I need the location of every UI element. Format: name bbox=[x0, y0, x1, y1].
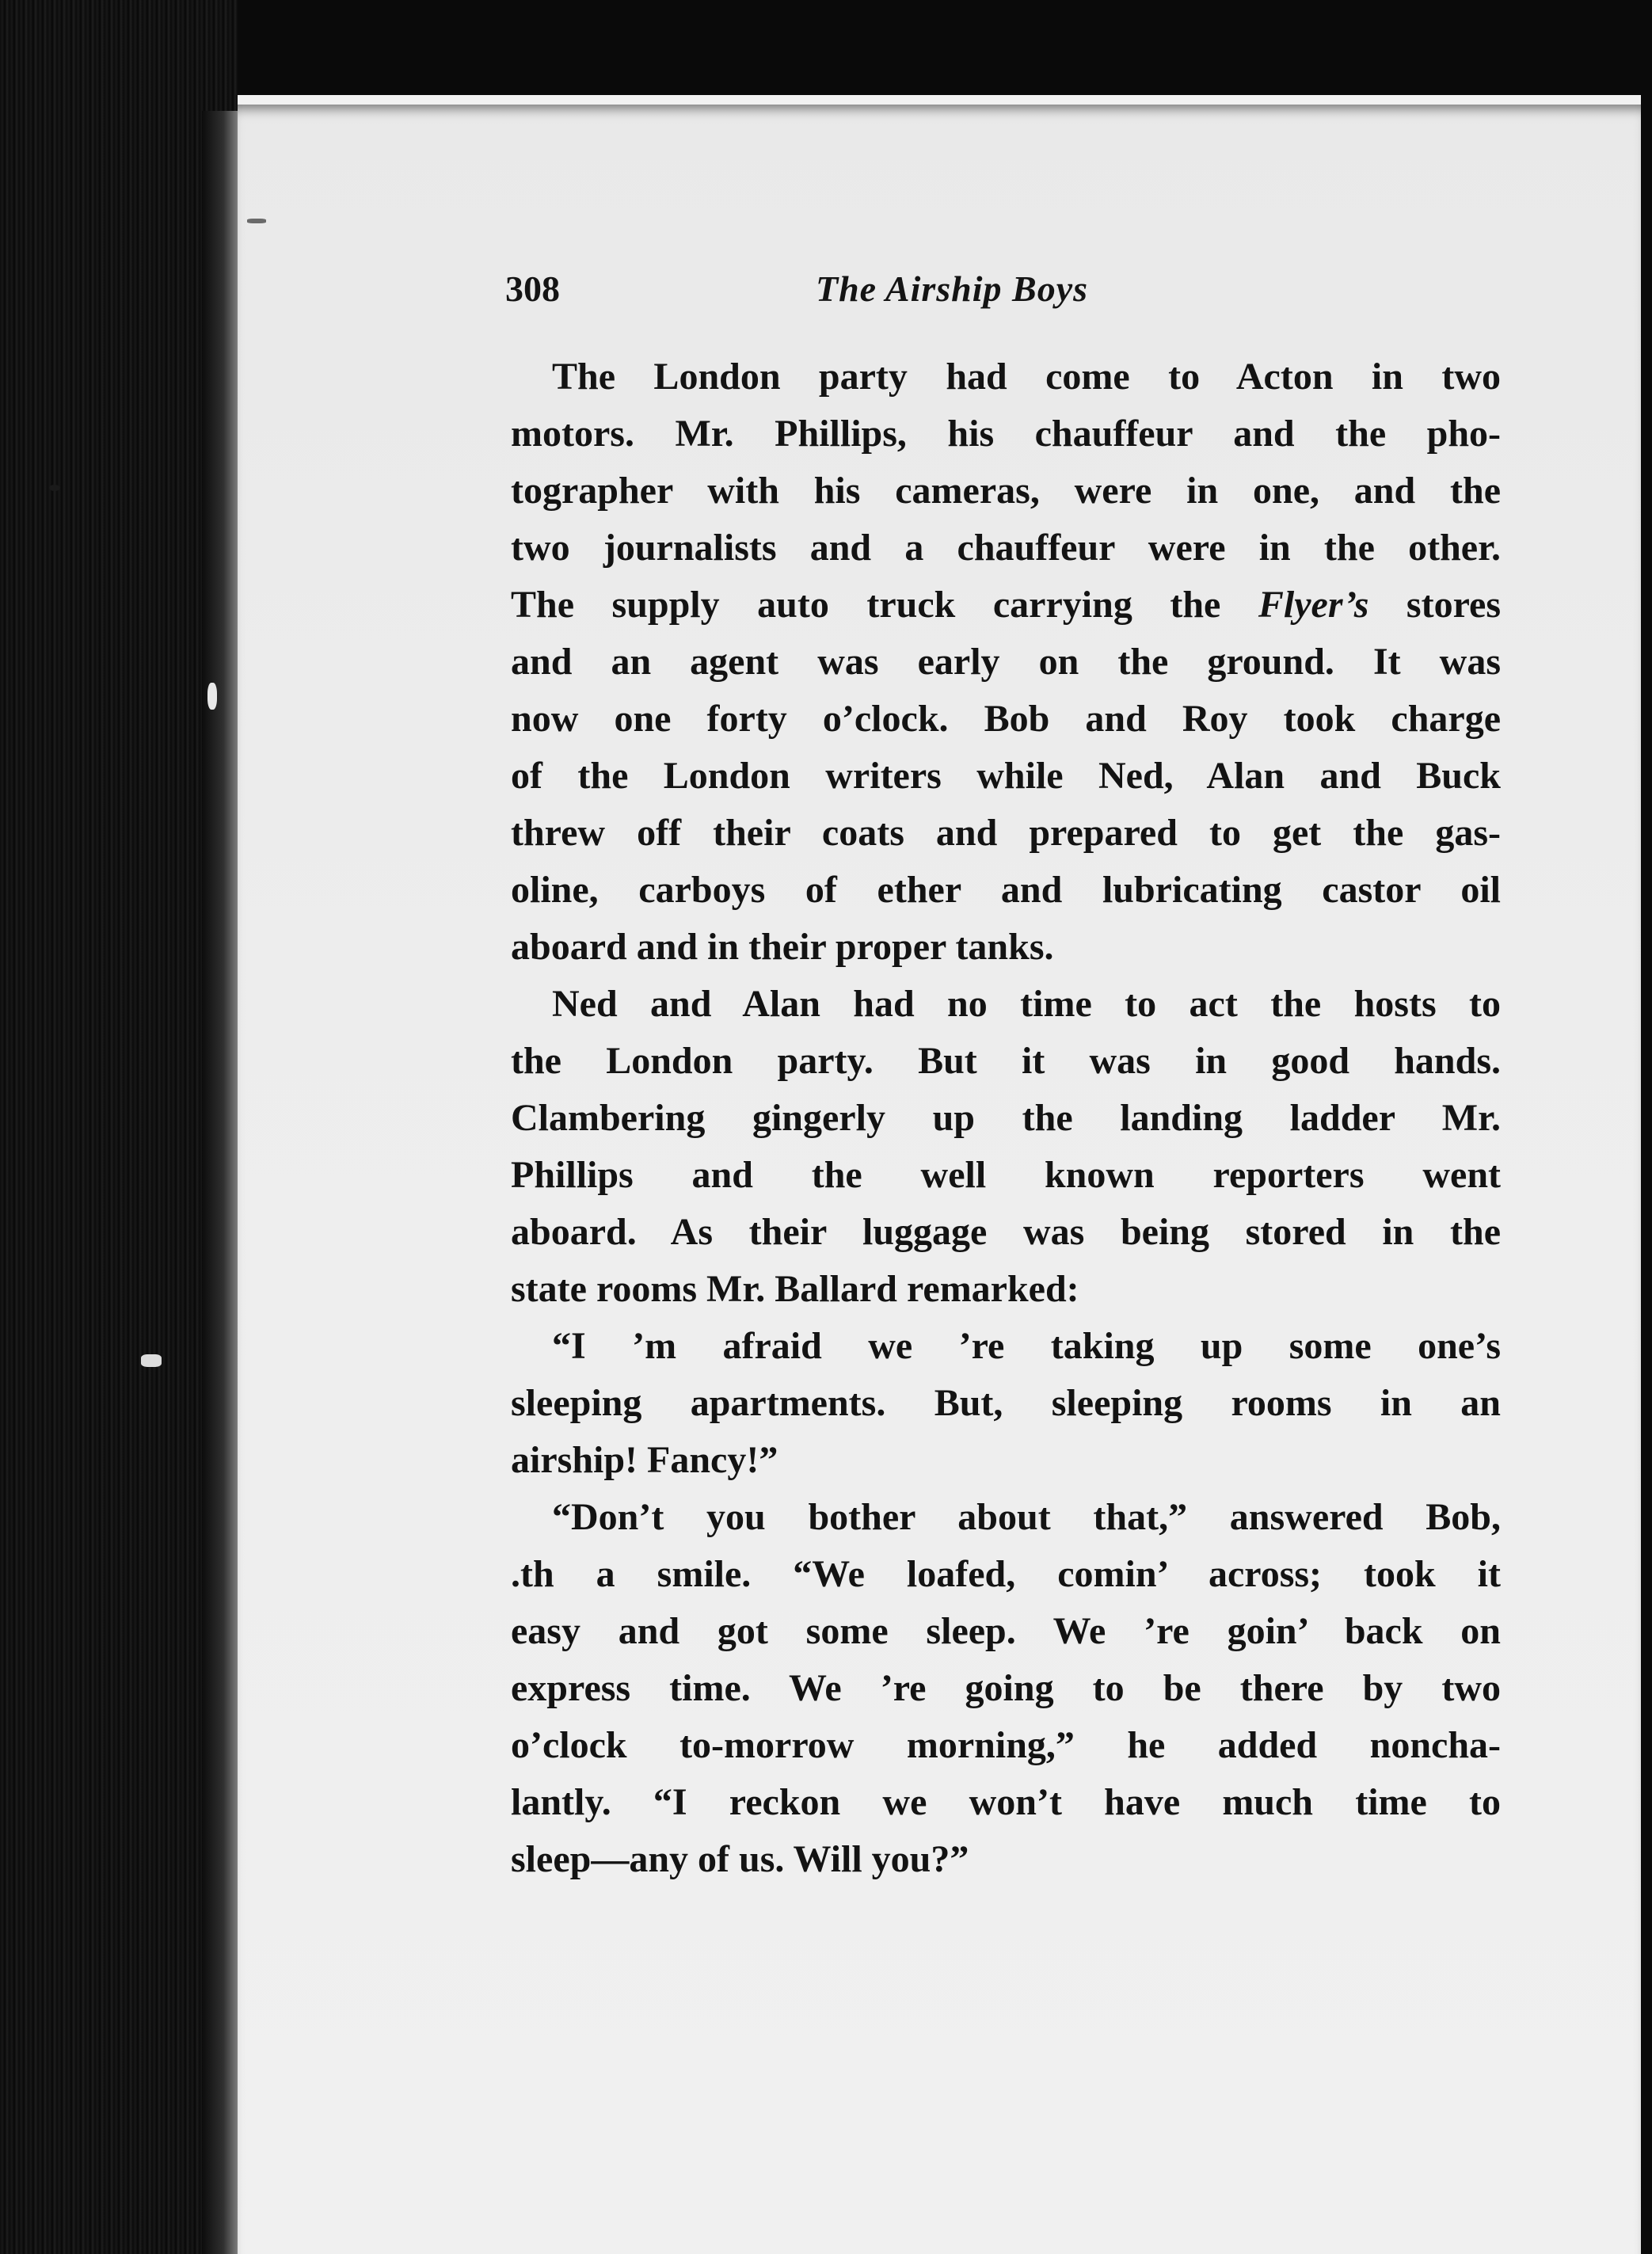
text-line: and an agent was early on the ground. It was bbox=[511, 641, 1501, 683]
text-line: oline, carboys of ether and lubricating castor oil bbox=[511, 869, 1501, 911]
page-header bbox=[505, 268, 1186, 315]
running-title: The Airship Boys bbox=[816, 268, 1089, 309]
body-text bbox=[511, 348, 1501, 1888]
text-line: now one forty o’clock. Bob and Roy took charge bbox=[511, 698, 1501, 740]
text-line: “I ’m afraid we ’re taking up some one’s bbox=[552, 1325, 1501, 1367]
paragraph bbox=[511, 348, 1501, 976]
text-line: lantly. “I reckon we won’t have much time to bbox=[511, 1781, 1501, 1823]
text-line: the London party. But it was in good hands. bbox=[511, 1040, 1501, 1082]
page-number: 308 bbox=[505, 268, 560, 309]
text-line: .th a smile. “We loafed, comin’ across; took it bbox=[511, 1553, 1501, 1595]
scan-border-top bbox=[0, 0, 1652, 95]
text-line: o’clock to-morrow morning,” he added noncha- bbox=[511, 1724, 1501, 1766]
scan-border-right bbox=[1641, 0, 1652, 2254]
scan-speck bbox=[49, 485, 60, 491]
text-line: aboard and in their proper tanks. bbox=[511, 926, 1054, 968]
text-line: of the London writers while Ned, Alan and Buck bbox=[511, 755, 1501, 797]
text-line: express time. We ’re going to be there by two bbox=[511, 1667, 1501, 1709]
paragraph bbox=[511, 1318, 1501, 1489]
text-line: The London party had come to Acton in two bbox=[552, 356, 1501, 398]
paragraph bbox=[511, 1489, 1501, 1888]
text-line: airship! Fancy!” bbox=[511, 1439, 778, 1481]
ship-name: Flyer’s bbox=[1258, 584, 1369, 626]
text-line: Clambering gingerly up the landing ladder Mr. bbox=[511, 1097, 1501, 1139]
text-line: Phillips and the well known reporters went bbox=[511, 1154, 1501, 1196]
text-line: two journalists and a chauffeur were in the other. bbox=[511, 527, 1501, 569]
text-line: threw off their coats and prepared to get the gas- bbox=[511, 812, 1501, 854]
text-line: tographer with his cameras, were in one, and the bbox=[511, 470, 1501, 512]
paragraph bbox=[511, 976, 1501, 1318]
scan-speck bbox=[207, 683, 217, 710]
text-line: easy and got some sleep. We ’re goin’ back on bbox=[511, 1610, 1501, 1652]
text-line: sleep—any of us. Will you?” bbox=[511, 1838, 969, 1880]
scan-speck bbox=[247, 219, 266, 223]
text-line: aboard. As their luggage was being stored in the bbox=[511, 1211, 1501, 1253]
text-line: “Don’t you bother about that,” answered Bob, bbox=[552, 1496, 1501, 1538]
scan-speck bbox=[141, 1354, 162, 1367]
text-line: Ned and Alan had no time to act the hosts to bbox=[552, 983, 1501, 1025]
text-line: motors. Mr. Phillips, his chauffeur and the pho- bbox=[511, 413, 1501, 455]
text-line: The supply auto truck carrying the Flyer’s stores bbox=[511, 584, 1501, 626]
text-line: state rooms Mr. Ballard remarked: bbox=[511, 1268, 1079, 1310]
text-line: sleeping apartments. But, sleeping rooms in an bbox=[511, 1382, 1501, 1424]
